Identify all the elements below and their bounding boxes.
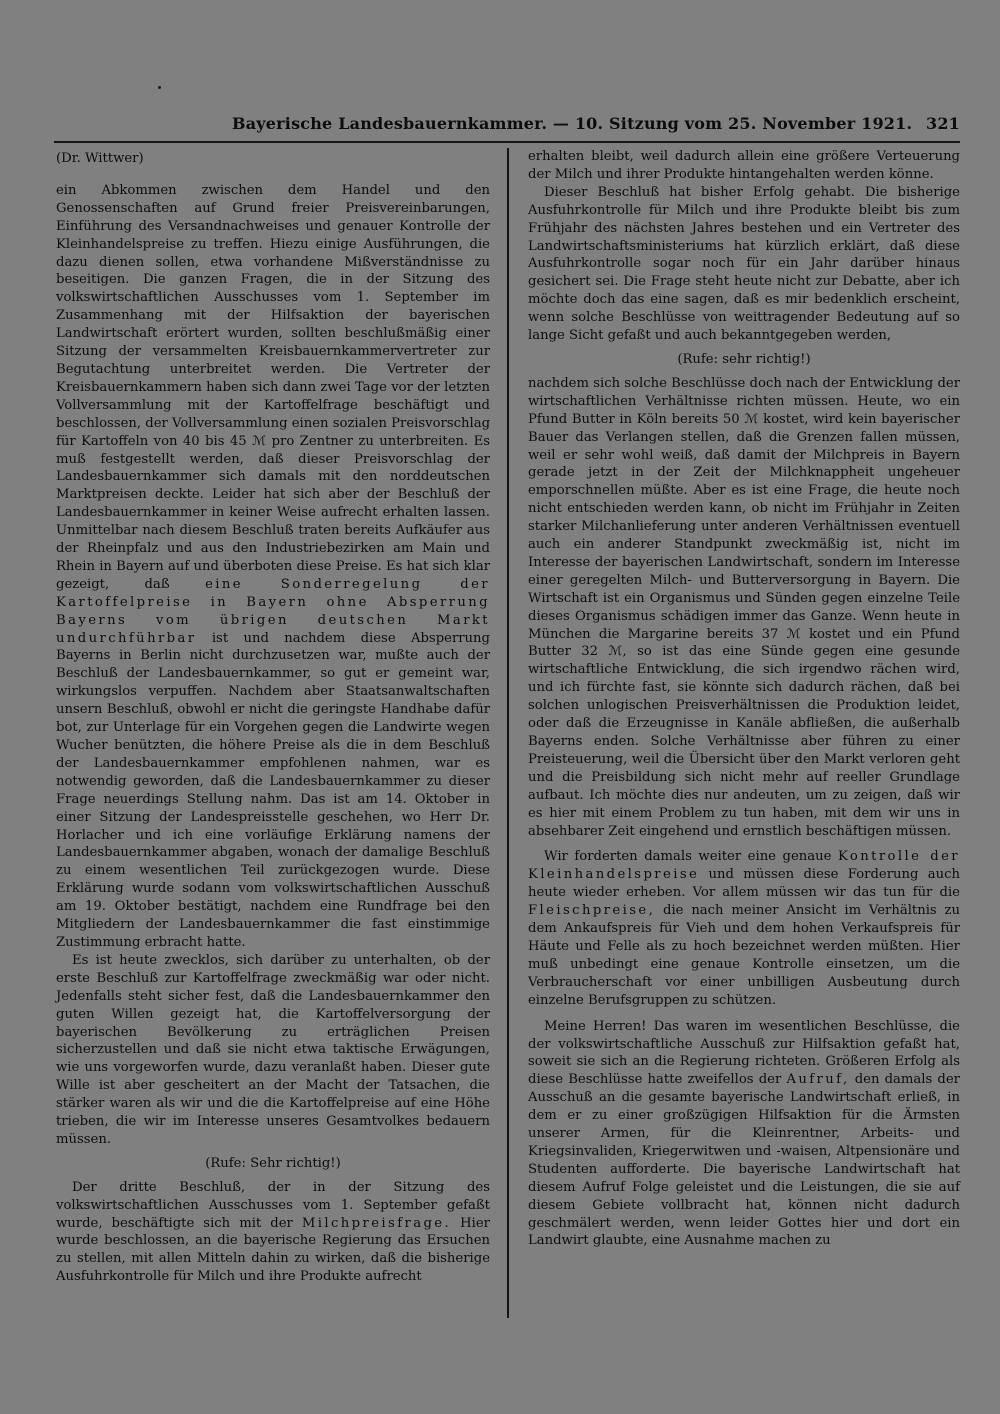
speaker-name: (Dr. Wittwer) [56,151,144,166]
paragraph: ein Abkommen zwischen dem Handel und den Genossenschaften auf Grund freier Preisvereinbarungen, Einführung des Versandnachweises und genauer Kontrolle der Kleinhandelspreise zu treffen. Hiezu einige Ausführungen, die dazu dienen sollen, etwa vorhandene Mißverständnisse zu beseitigen. Die ganzen Fragen, die in der Sitzung des volkswirtschaftlichen Ausschusses vom 1. September im Zusammenhang mit der Hilfsaktion der bayerischen Landwirtschaft erörtert wurden, sollten beschlußmäßig einer Sitzung der versammelten Kreisbauernkammervertreter zur Begutachtung unterbreitet werden. Die Vertreter der Kreisbauernkammern haben sich dann zwei Tage vor der letzten Vollversammlung mit der Kartoffelfrage beschäftigt und beschlossen, der Vollversammlung einen sozialen Preisvorschlag für Kartoffeln von 40 bis 45 ℳ pro Zentner zu unterbreiten. Es muß festgestellt werden, daß dieser Preisvorschlag der Landesbauernkammer sich damals mit den norddeutschen Marktpreisen deckte. Leider hat sich aber der Beschluß der Landesbauernkammer in keiner Weise aufrecht erhalten lassen. Unmittelbar nach diesem Beschluß traten bereits Aufkäufer aus der Rheinpfalz und aus den Industriebezirken am Main und Rhein in Bayern auf und überboten diese Preise. Es hat sich klar gezeigt, daß eine Sonderregelung der Kartoffelpreise in Bayern ohne Absperrung Bayerns vom übrigen deutschen Markt undurchführbar ist und nachdem diese Absperrung Bayerns in Berlin nicht durchzusetzen war, mußte auch der Beschluß der Landesbauernkammer, so gut er gemeint war, wirkungslos verpuffen. Nachdem aber Staatsanwaltschaften unsern Beschluß, obwohl er nicht die geringste Handhabe dafür bot, zur Unterlage für ein Vorgehen gegen die Landwirte wegen Wucher benützten, die höhere Preise als die in dem Beschluß der Landesbauernkammer empfohlenen nahmen, war es notwendig geworden, daß die Landesbauernkammer zu dieser Frage neuerdings Stellung nahm. Das ist am 14. Oktober in einer Sitzung der Landespreisstelle geschehen, wo Herr Dr. Horlacher und ich eine vorläufige Erklärung namens der Landesbauernkammer abgaben, wonach der damalige Beschluß zu einem wesentlichen Teil zurückgezogen wurde. Diese Erklärung wurde sodann vom volkswirtschaftlichen Ausschuß am 19. Oktober bestätigt, nachdem eine Rundfrage bei den Mitgliedern der Landesbauernkammer die fast einstimmige Zustimmung erbracht hatte. [56,182,491,950]
interjection: (Rufe: sehr richtig!) [677,351,811,367]
interjection: (Rufe: Sehr richtig!) [205,1155,341,1171]
running-header [54,114,960,138]
paragraph: Dieser Beschluß hat bisher Erfolg gehabt. Die bisherige Ausfuhrkontrolle für Milch und ihre Produkte bleibt bis zum Frühjahr des nächsten Jahres bestehen und ein Vertreter des Landwirtschaftsministeriums hat kürzlich erklärt, daß diese Ausfuhrkontrolle sogar noch für ein Jahr darüber hinaus gesichert sei. Die Frage steht heute nicht zur Debatte, aber ich möchte doch das eine sagen, daß es mir bedenklich erscheint, wenn solche Beschlüsse von weittragender Bedeutung auf so lange Sicht gefaßt und auch bekanntgegeben werden, [528,184,960,344]
right-column [528,148,960,1250]
paragraph: Der dritte Beschluß, der in der Sitzung des volkswirtschaftlichen Ausschusses vom 1. September gefaßt wurde, beschäftigte sich mit der Milchpreisfrage. Hier wurde beschlossen, an die bayerische Regierung das Ersuchen zu stellen, mit allen Mitteln dahin zu wirken, daß die bisherige Ausfuhrkontrolle für Milch und ihre Produkte aufrecht [56,1179,490,1285]
left-column [56,148,490,1286]
spaced-emphasis: eine Sonderregelung der Kartoffelpreise in Bayern ohne Absperrung Bayerns vom übrigen deutschen Markt undurchführbar [56,576,490,646]
paragraph: Es ist heute zwecklos, sich darüber zu unterhalten, ob der erste Beschluß zur Kartoffelfrage zweckmäßig war oder nicht. Jedenfalls steht sicher fest, daß die Landesbauernkammer den guten Willen gezeigt hat, die Kartoffelversorgung der bayerischen Bevölkerung zu erträglichen Preisen sicherzustellen und daß sie nicht etwa taktische Erwägungen, wie uns vorgeworfen wurde, dazu veranlaßt haben. Dieser gute Wille ist aber gescheitert an der Macht der Tatsachen, die stärker waren als wir und die die Kartoffelpreise auf eine Höhe trieben, die wir im Interesse unseres Gesamtvolkes bedauern müssen. [56,952,490,1147]
spaced-emphasis: Aufruf, [786,1072,850,1088]
paragraph: nachdem sich solche Beschlüsse doch nach der Entwicklung der wirtschaftlichen Verhältnisse richten müssen. Heute, wo ein Pfund Butter in Köln bereits 50 ℳ kostet, wird kein bayerischer Bauer das Verlangen stellen, daß die Grenzen fallen müssen, weil er sehr wohl weiß, daß damit der Milchpreis in Bayern gerade jetzt in der Zeit der Milchknappheit ungeheuer emporschnellen müßte. Aber es ist eine Frage, die heute noch nicht entschieden werden kann, ob nicht im Frühjahr in Zeiten starker Milchanlieferung unter anderen Verhältnissen eventuell auch ein anderer Standpunkt zweckmäßig ist, nicht im Interesse der bayerischen Landwirtschaft, sondern im Interesse einer geregelten Milch- und Butterversorgung in Bayern. Die Wirtschaft ist ein Organismus und Sünden gegen einzelne Teile dieses Organismus schädigen immer das Ganze. Wenn heute in München die Margarine bereits 37 ℳ kostet und ein Pfund Butter 32 ℳ, so ist das eine Sünde gegen eine gesunde wirtschaftliche Entwicklung, die sich irgendwo rächen wird, und ich fürchte fast, sie könnte sich dadurch rächen, daß bei solchen unlogischen Preisverhältnissen die Produktion leidet, oder daß die Erzeugnisse in Kanäle abfließen, die außerhalb Bayerns enden. Solche Verhältnisse aber führen zu einer Preisteuerung, weil die Übersicht über den Markt verloren geht und die Preisbildung sich nicht mehr auf reeller Grundlage aufbaut. Ich möchte dies nur andeuten, um zu zeigen, daß wir es hier mit einem Problem zu tun haben, mit dem wir uns in absehbarer Zeit eingehend und ernstlich beschäftigen müssen. [528,375,960,839]
page-speck [158,86,161,89]
header-title: Bayerische Landesbauernkammer. — 10. Sitzung vom 25. November 1921. [232,114,913,133]
spaced-emphasis: Milchpreisfrage. [301,1215,452,1231]
paragraph: erhalten bleibt, weil dadurch allein eine größere Verteuerung der Milch und ihrer Produkte hintangehalten werden könne. [528,149,960,182]
spaced-emphasis: Fleischpreise, [528,903,656,919]
page-number: 321 [926,114,960,133]
spaced-emphasis: Kontrolle der Kleinhandelspreise [528,849,960,883]
column-divider [507,148,509,1318]
paragraph: Wir forderten damals weiter eine genaue Kontrolle der Kleinhandelspreise und müssen diese Forderung auch heute wieder erheben. Vor allem müssen wir das tun für die Fleischpreise, die nach meiner Ansicht im Verhältnis zu dem Ankaufspreis für Vieh und dem hohen Verkaufspreis für Häute und Felle als zu hoch bezeichnet werden müßten. Hier muß unbedingt eine genaue Kontrolle einsetzen, um die Verbraucherschaft vor einer unbilligen Ausbeutung durch einzelne Berufsgruppen zu schützen. [528,849,960,1008]
paragraph: Meine Herren! Das waren im wesentlichen Beschlüsse, die der volkswirtschaftliche Ausschuß zur Hilfsaktion gefaßt hat, soweit sie sich an die Regierung richteten. Größeren Erfolg als diese Beschlüsse hatte zweifellos der Aufruf, den damals der Ausschuß an die gesamte bayerische Landwirtschaft erließ, in dem er zu einer großzügigen Hilfsaktion für die Ärmsten unserer Armen, für die Kleinrentner, Arbeits- und Kriegsinvaliden, Kriegerwitwen und -waisen, Altpensionäre und Studenten aufforderte. Die bayerische Landwirtschaft hat diesem Aufruf Folge geleistet und die Leistungen, die sie auf diesem Gebiete vollbracht hat, können nicht dadurch geschmälert werden, wenn leider Gottes hier und dort ein Landwirt glaubte, eine Ausnahme machen zu [528,1018,960,1249]
header-rule [54,141,960,143]
